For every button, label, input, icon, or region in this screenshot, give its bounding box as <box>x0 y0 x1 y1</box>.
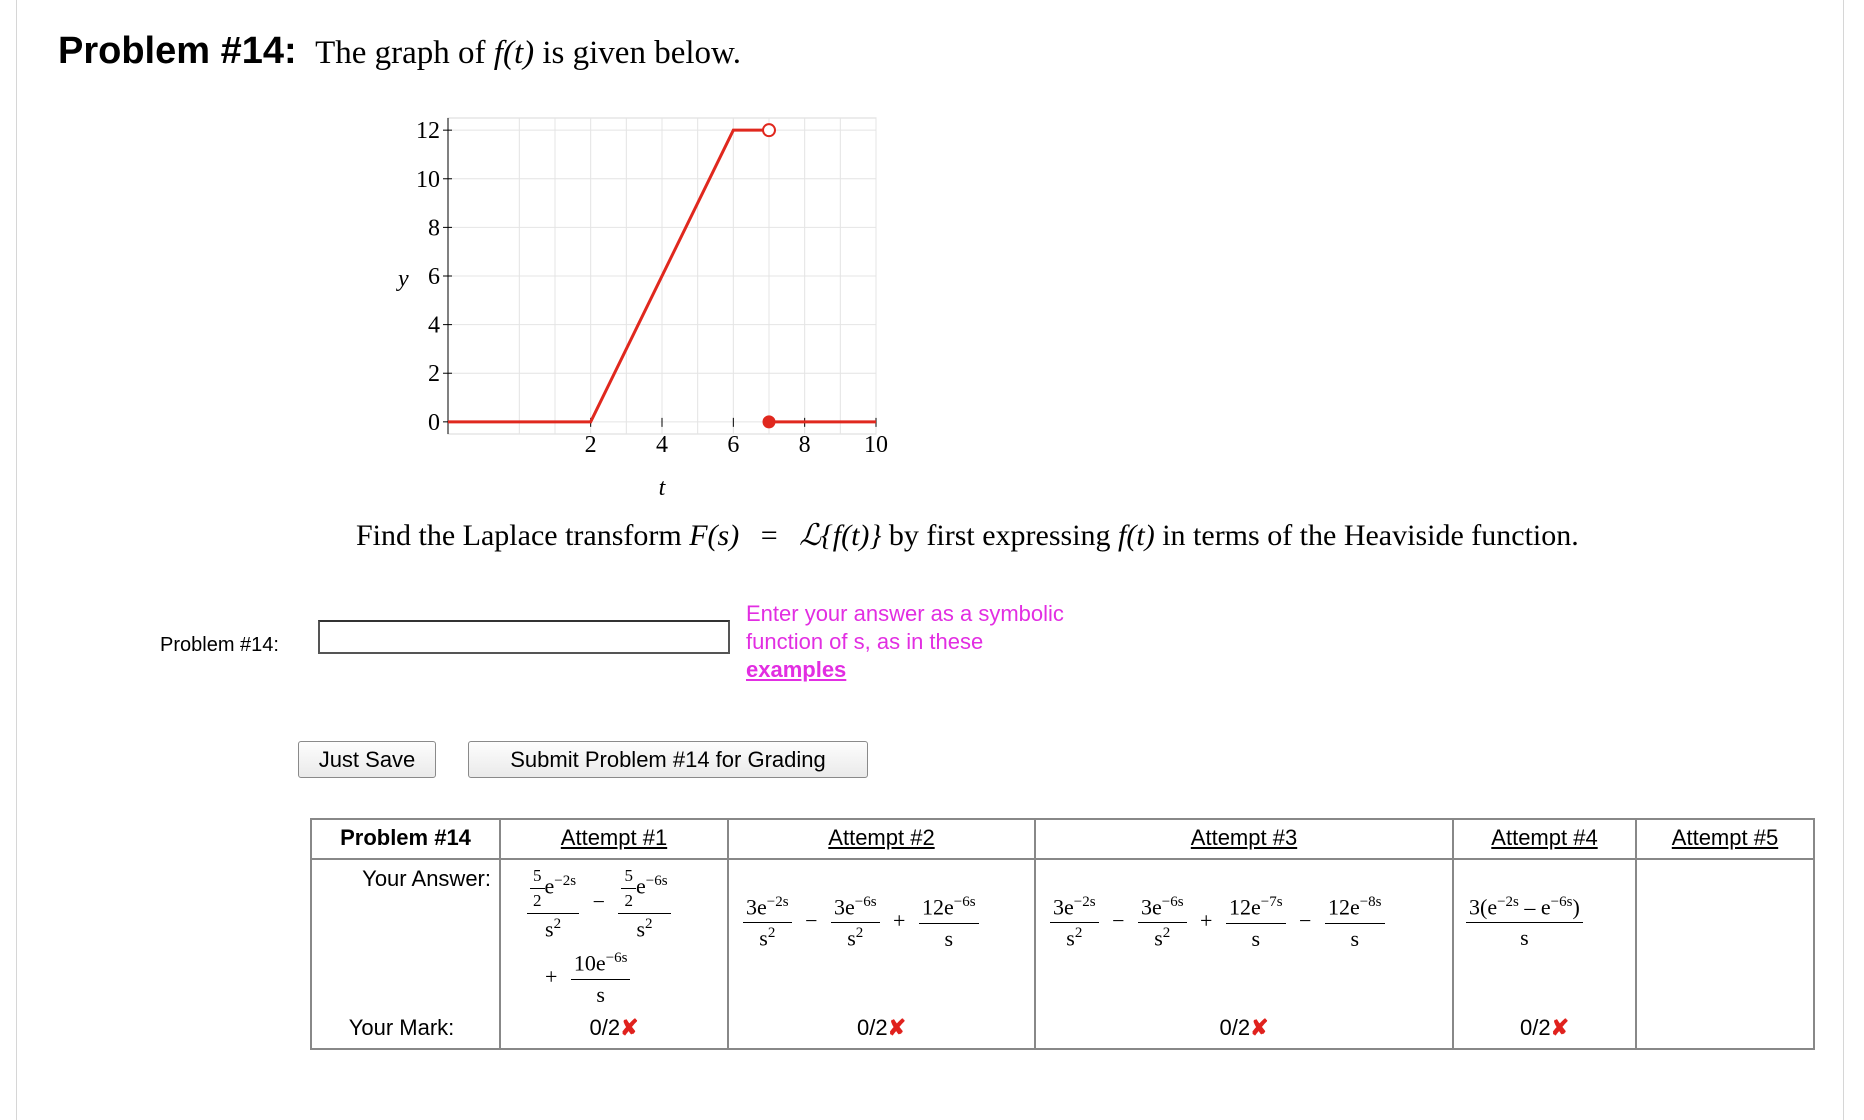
attempt-5-header[interactable]: Attempt #5 <box>1636 819 1814 859</box>
submit-button[interactable]: Submit Problem #14 for Grading <box>468 741 868 778</box>
attempt-4-answer: $\frac{3(e^{-2s} - e^{-6s})}{s}$ <box>1453 859 1636 1008</box>
y-axis-label: y <box>398 266 409 292</box>
y-tick-label: 12 <box>416 118 440 145</box>
attempts-corner: Problem #14 <box>311 819 500 859</box>
page-border-left <box>16 0 17 1120</box>
attempt-2-header[interactable]: Attempt #2 <box>728 819 1035 859</box>
answer-input-label: Problem #14: <box>160 634 279 656</box>
attempt-4-header[interactable]: Attempt #4 <box>1453 819 1636 859</box>
y-tick-label: 10 <box>416 166 440 193</box>
attempt-5-answer <box>1636 859 1814 1008</box>
instruction-text: Find the Laplace transform F(s) = ℒ{f(t)} by first expressing f(t) in terms of the Heaviside function. <box>356 519 1579 552</box>
attempt-5-mark <box>1636 1008 1814 1049</box>
attempt-2-answer: $\frac{3e^{-2s}}{s^2}$ − $\frac{3e^{-6s}}{s^2}$ + $\frac{12e^{-6s}}{s}$ <box>728 859 1035 1008</box>
x-tick-label: 2 <box>584 431 597 458</box>
answer-input[interactable] <box>318 620 730 654</box>
wrong-x-icon: ✘ <box>620 1015 639 1040</box>
x-tick-label: 10 <box>864 431 888 458</box>
x-tick-label: 8 <box>798 431 811 458</box>
attempt-3-answer: $\frac{3e^{-2s}}{s^2}$ − $\frac{3e^{-6s}}{s^2}$ + $\frac{12e^{-7s}}{s}$ − $\frac{12e^{-8s}}{s}$ <box>1035 859 1453 1008</box>
examples-link[interactable]: examples <box>746 657 847 682</box>
x-tick-label: 6 <box>727 431 740 458</box>
attempt-1-header[interactable]: Attempt #1 <box>500 819 728 859</box>
attempt-4-mark: 0/2✘ <box>1453 1008 1636 1049</box>
wrong-x-icon: ✘ <box>1250 1015 1269 1040</box>
x-tick-label: 4 <box>656 431 668 458</box>
function-graph <box>380 110 910 510</box>
just-save-button[interactable]: Just Save <box>298 741 436 778</box>
x-axis-label: t <box>658 475 666 501</box>
y-tick-label: 2 <box>428 361 440 388</box>
y-tick-label: 8 <box>428 215 440 242</box>
attempt-1-mark: 0/2✘ <box>500 1008 728 1049</box>
your-mark-label: Your Mark: <box>311 1008 500 1049</box>
intro-function: f(t) <box>493 35 535 71</box>
attempts-table <box>310 818 1815 1050</box>
your-answer-label: Your Answer: <box>311 859 500 1008</box>
attempt-3-mark: 0/2✘ <box>1035 1008 1453 1049</box>
attempt-3-header[interactable]: Attempt #3 <box>1035 819 1453 859</box>
y-tick-label: 0 <box>428 409 440 436</box>
attempt-2-mark: 0/2✘ <box>728 1008 1035 1049</box>
open-endpoint <box>763 124 775 136</box>
attempt-1-answer: $\frac{5}{2}$ $e^{-2s}$ $s^2$ − $\frac{5}{2}$ $e^{-6s}$ $s^2$ + $\frac{10e^{-6s}}{s}$ <box>500 859 728 1008</box>
answer-hint: Enter your answer as a symbolic function of s, as in these examples <box>746 601 1064 682</box>
page-border-right <box>1843 0 1844 1120</box>
y-tick-label: 4 <box>428 312 440 339</box>
problem-intro: The graph of f(t) is given below. <box>315 35 741 71</box>
problem-title <box>58 30 741 73</box>
wrong-x-icon: ✘ <box>1550 1015 1570 1040</box>
wrong-x-icon: ✘ <box>887 1015 907 1040</box>
y-tick-label: 6 <box>428 264 440 290</box>
closed-endpoint <box>763 416 775 428</box>
problem-label: Problem #14: <box>58 30 297 72</box>
